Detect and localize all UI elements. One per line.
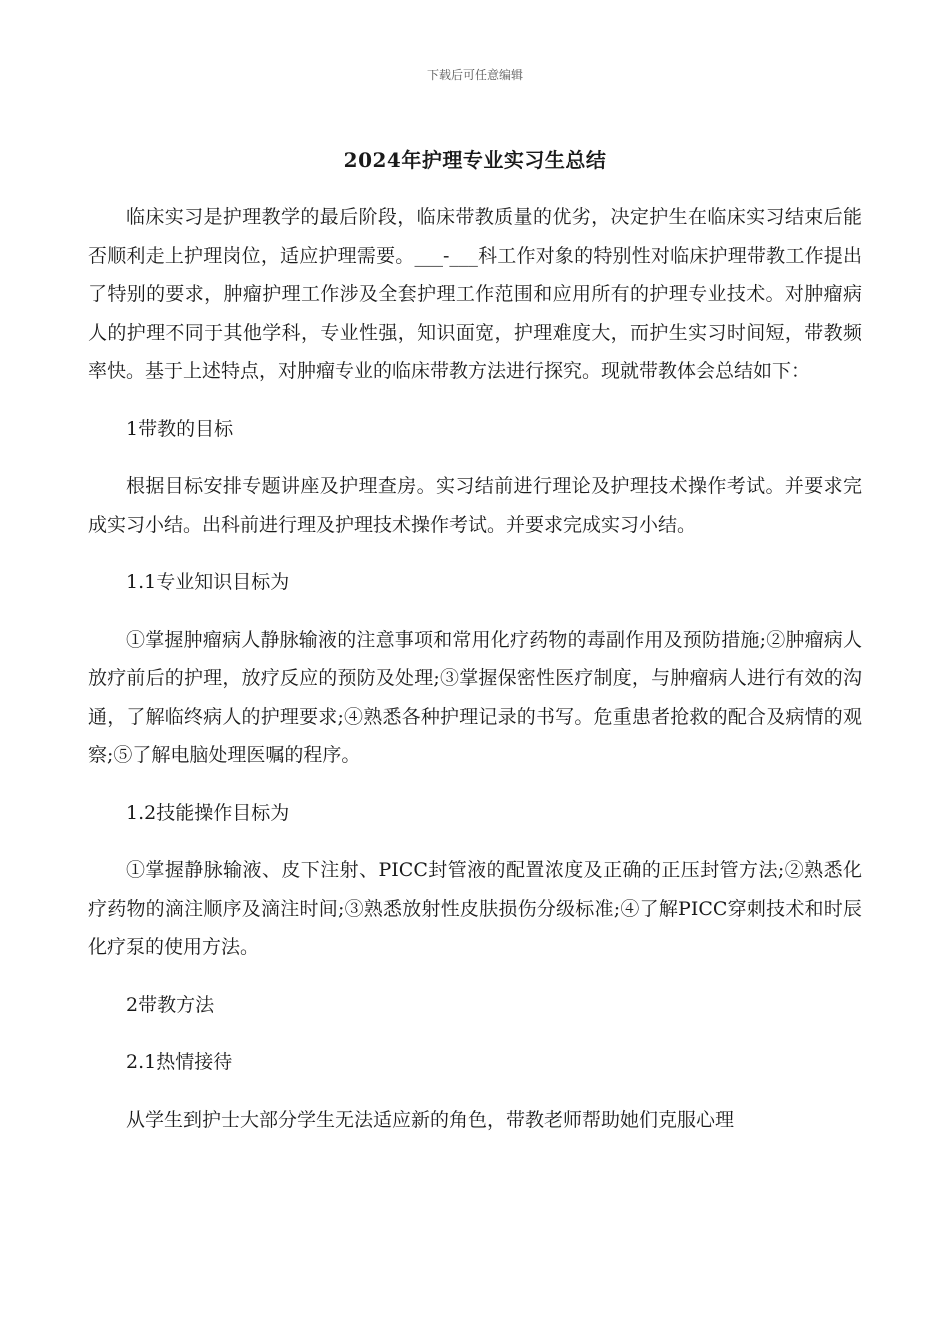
section-heading-2: 2带教方法	[126, 993, 215, 1016]
section-heading-1-1: 1.1专业知识目标为	[126, 571, 290, 593]
header-note: 下载后可任意编辑	[426, 68, 523, 82]
paragraph-reception: 从学生到护士大部分学生无法适应新的角色，带教老师帮助她们克服心理	[126, 1108, 735, 1131]
paragraph-skill-goals: ①掌握静脉输液、皮下注射、PICC封管液的配置浓度及正确的正压封管方法;②熟悉化疗药物的滴注顺序及滴注时间;③熟悉放射性皮肤损伤分级标准;④了解PICC穿刺技术和时辰化疗泵的使用方法。	[88, 859, 862, 958]
section-heading-1: 1带教的目标	[126, 417, 234, 440]
paragraph-intro: 临床实习是护理教学的最后阶段，临床带教质量的优劣，决定护生在临床实习结束后能否顺利走上护理岗位，适应护理需要。___-___科工作对象的特别性对临床护理带教工作提出了特别的要求，肿瘤护理工作涉及全套护理工作范围和应用所有的护理专业技术。对肿瘤病人的护理不同于其他学科，专业性强，知识面宽，护理难度大，而护生实习时间短，带教频率快。基于上述特点，对肿瘤专业的临床带教方法进行探究。现就带教体会总结如下：	[88, 206, 862, 382]
paragraph-knowledge-goals: ①掌握肿瘤病人静脉输液的注意事项和常用化疗药物的毒副作用及预防措施;②肿瘤病人放疗前后的护理，放疗反应的预防及处理;③掌握保密性医疗制度，与肿瘤病人进行有效的沟通，了解临终病人的护理要求;④熟悉各种护理记录的书写。危重患者抢救的配合及病情的观察;⑤了解电脑处理医嘱的程序。	[88, 628, 862, 766]
document-title: 2024年护理专业实习生总结	[343, 148, 607, 172]
section-heading-2-1: 2.1热情接待	[126, 1051, 233, 1073]
document-body	[88, 198, 862, 1158]
paragraph-goals: 根据目标安排专题讲座及护理查房。实习结前进行理论及护理技术操作考试。并要求完成实习小结。出科前进行理及护理技术操作考试。并要求完成实习小结。	[88, 475, 862, 536]
section-heading-1-2: 1.2技能操作目标为	[126, 801, 290, 824]
